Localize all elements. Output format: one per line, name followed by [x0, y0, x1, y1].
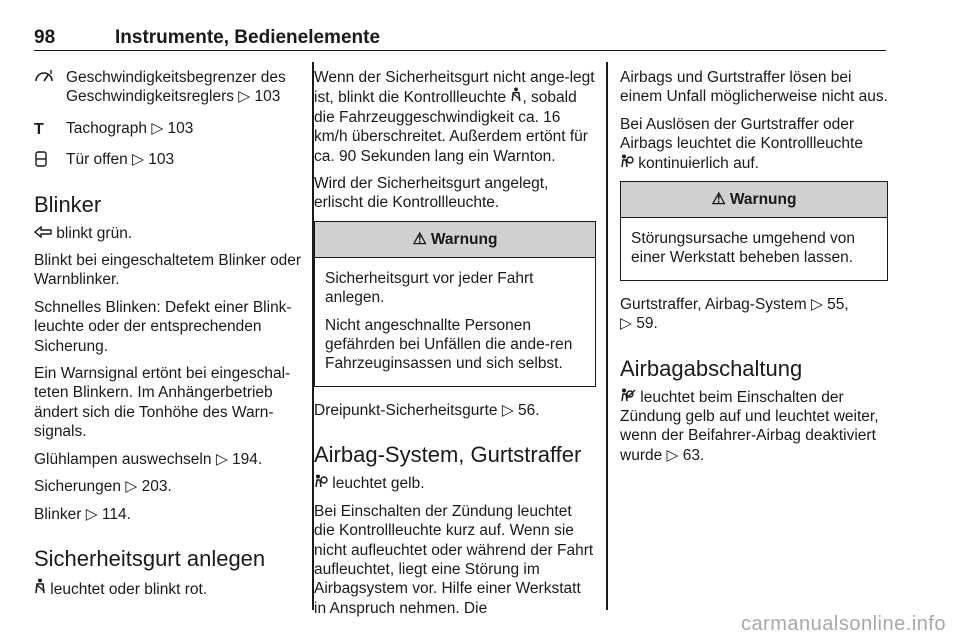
ref-fuses[interactable]: Sicherungen ▷ 203. [34, 478, 172, 496]
blinker-paragraph-3: Ein Warnsignal ertönt bei eingeschal-teten Blinkern. Im Anhängerbetrieb ändert sich die Tonhöhe des Warn-signals. [34, 365, 291, 441]
heading-seatbelt: Sicherheitsgurt anlegen [34, 545, 266, 571]
page-ref-arrow-icon: ▷ [132, 151, 144, 169]
airbag-deactivation-paragraph: leuchtet beim Einschalten der Zündung gelb auf und leuchtet weiter, wenn der Beifahrer-Airbag deaktiviert wurde ▷ 63. [620, 388, 879, 464]
ref-bulbs[interactable]: Glühlampen auswechseln ▷ 194. [34, 450, 263, 468]
door-open-icon [34, 151, 56, 172]
warning-box-airbag [620, 181, 888, 281]
page-ref-arrow-icon: ▷ [620, 315, 632, 333]
airbag-paragraph: Bei Einschalten der Zündung leuchtet die Kontrollleuchte kurz auf. Wenn sie nicht aufleuchtet oder während der Fahrt aufleuchtet, liegt eine Störung im Airbagsystem vor. Hilfe einer Werkstatt in Anspruch nehmen. Die [314, 502, 594, 617]
warning-body: Sicherheitsgurt vor jeder Fahrt anlegen. Nicht angeschnallte Personen gefährden bei Unfällen die ande-ren Fahrzeuginsassen und sich selbst. [325, 269, 573, 373]
airbag-icon [314, 474, 328, 490]
column-divider-2 [606, 62, 608, 610]
ref-speed-limiter[interactable]: Geschwindigkeitsbegrenzer des Geschwindigkeitsreglers ▷ 103 [34, 68, 304, 107]
airbag-trigger-paragraph: Bei Auslösen der Gurtstraffer oder Airbags leuchtet die Kontrollleuchte kontinuierlich auf. [620, 115, 863, 172]
page-ref-arrow-icon: ▷ [810, 295, 823, 313]
page-title: Instrumente, Bedienelemente [115, 27, 381, 48]
ref-tachograph[interactable]: T Tachograph ▷ 103 [34, 119, 194, 138]
heading-airbag-system: Airbag-System, Gurtstraffer [314, 442, 582, 468]
column-1 [34, 68, 304, 607]
airbag-indicator-text: leuchtet gelb. [314, 474, 596, 493]
column-2 [314, 68, 596, 626]
page-number: 98 [34, 27, 56, 48]
page-ref-arrow-icon: ▷ [666, 446, 679, 464]
watermark: carmanualsonline.info [740, 613, 946, 635]
seatbelt-paragraph-2: Wird der Sicherheitsgurt angelegt, erlischt die Kontrollleuchte. [314, 175, 549, 212]
seatbelt-paragraph-1: Wenn der Sicherheitsgurt nicht ange-legt ist, blinkt die Kontrollleuchte , sobald die Fahrzeuggeschwindigkeit ca. 16 km/h überschreitet. Außerdem ertönt für ca. 90 Sekunden lang ein Warnton. [314, 69, 595, 165]
page-header [34, 27, 886, 51]
warning-triangle-icon: ⚠ [711, 190, 726, 208]
ref-door-open[interactable]: Tür offen ▷ 103 [34, 150, 304, 169]
page-ref-arrow-icon: ▷ [85, 505, 98, 523]
seatbelt-indicator-text: leuchtet oder blinkt rot. [34, 578, 304, 599]
page-ref-arrow-icon: ▷ [238, 88, 251, 106]
column-3 [620, 68, 888, 473]
blinker-paragraph-2: Schnelles Blinken: Defekt einer Blink-leuchte oder der entsprechenden Sicherung. [34, 298, 292, 355]
warning-header: ⚠ Warnung [621, 182, 887, 218]
warning-box-seatbelt [314, 221, 596, 387]
page-ref-arrow-icon: ▷ [501, 401, 514, 419]
warning-triangle-icon: ⚠ [412, 230, 427, 248]
airbag-off-icon [620, 388, 636, 404]
ref-three-point-belts[interactable]: Dreipunkt-Sicherheitsgurte ▷ 56. [314, 401, 540, 419]
turn-signal-icon [34, 226, 52, 240]
ref-pretensioner-airbag[interactable]: Gurtstraffer, Airbag-System ▷ 55, ▷ 59. [620, 295, 849, 333]
warning-header: ⚠ Warnung [315, 222, 595, 258]
heading-blinker: Blinker [34, 191, 102, 217]
blinker-paragraph-1: Blinkt bei eingeschaltetem Blinker oder Warnblinker. [34, 252, 302, 289]
page-ref-arrow-icon: ▷ [215, 450, 228, 468]
blinker-indicator-text: blinkt grün. [34, 224, 304, 243]
tachograph-icon: T [34, 120, 44, 138]
airbag-paragraph-cont: Airbags und Gurtstraffer lösen bei einem Unfall möglicherweise nicht aus. [620, 69, 888, 106]
heading-airbag-deactivation: Airbagabschaltung [620, 355, 803, 381]
ref-blinker[interactable]: Blinker ▷ 114. [34, 505, 131, 523]
speed-limiter-icon [34, 69, 56, 90]
page-ref-arrow-icon: ▷ [125, 478, 138, 496]
page-ref-arrow-icon: ▷ [151, 119, 164, 137]
warning-body: Störungsursache umgehend von einer Werkstatt beheben lassen. [631, 230, 856, 267]
airbag-icon [620, 154, 634, 170]
seatbelt-icon [510, 87, 522, 104]
seatbelt-icon [34, 578, 46, 596]
